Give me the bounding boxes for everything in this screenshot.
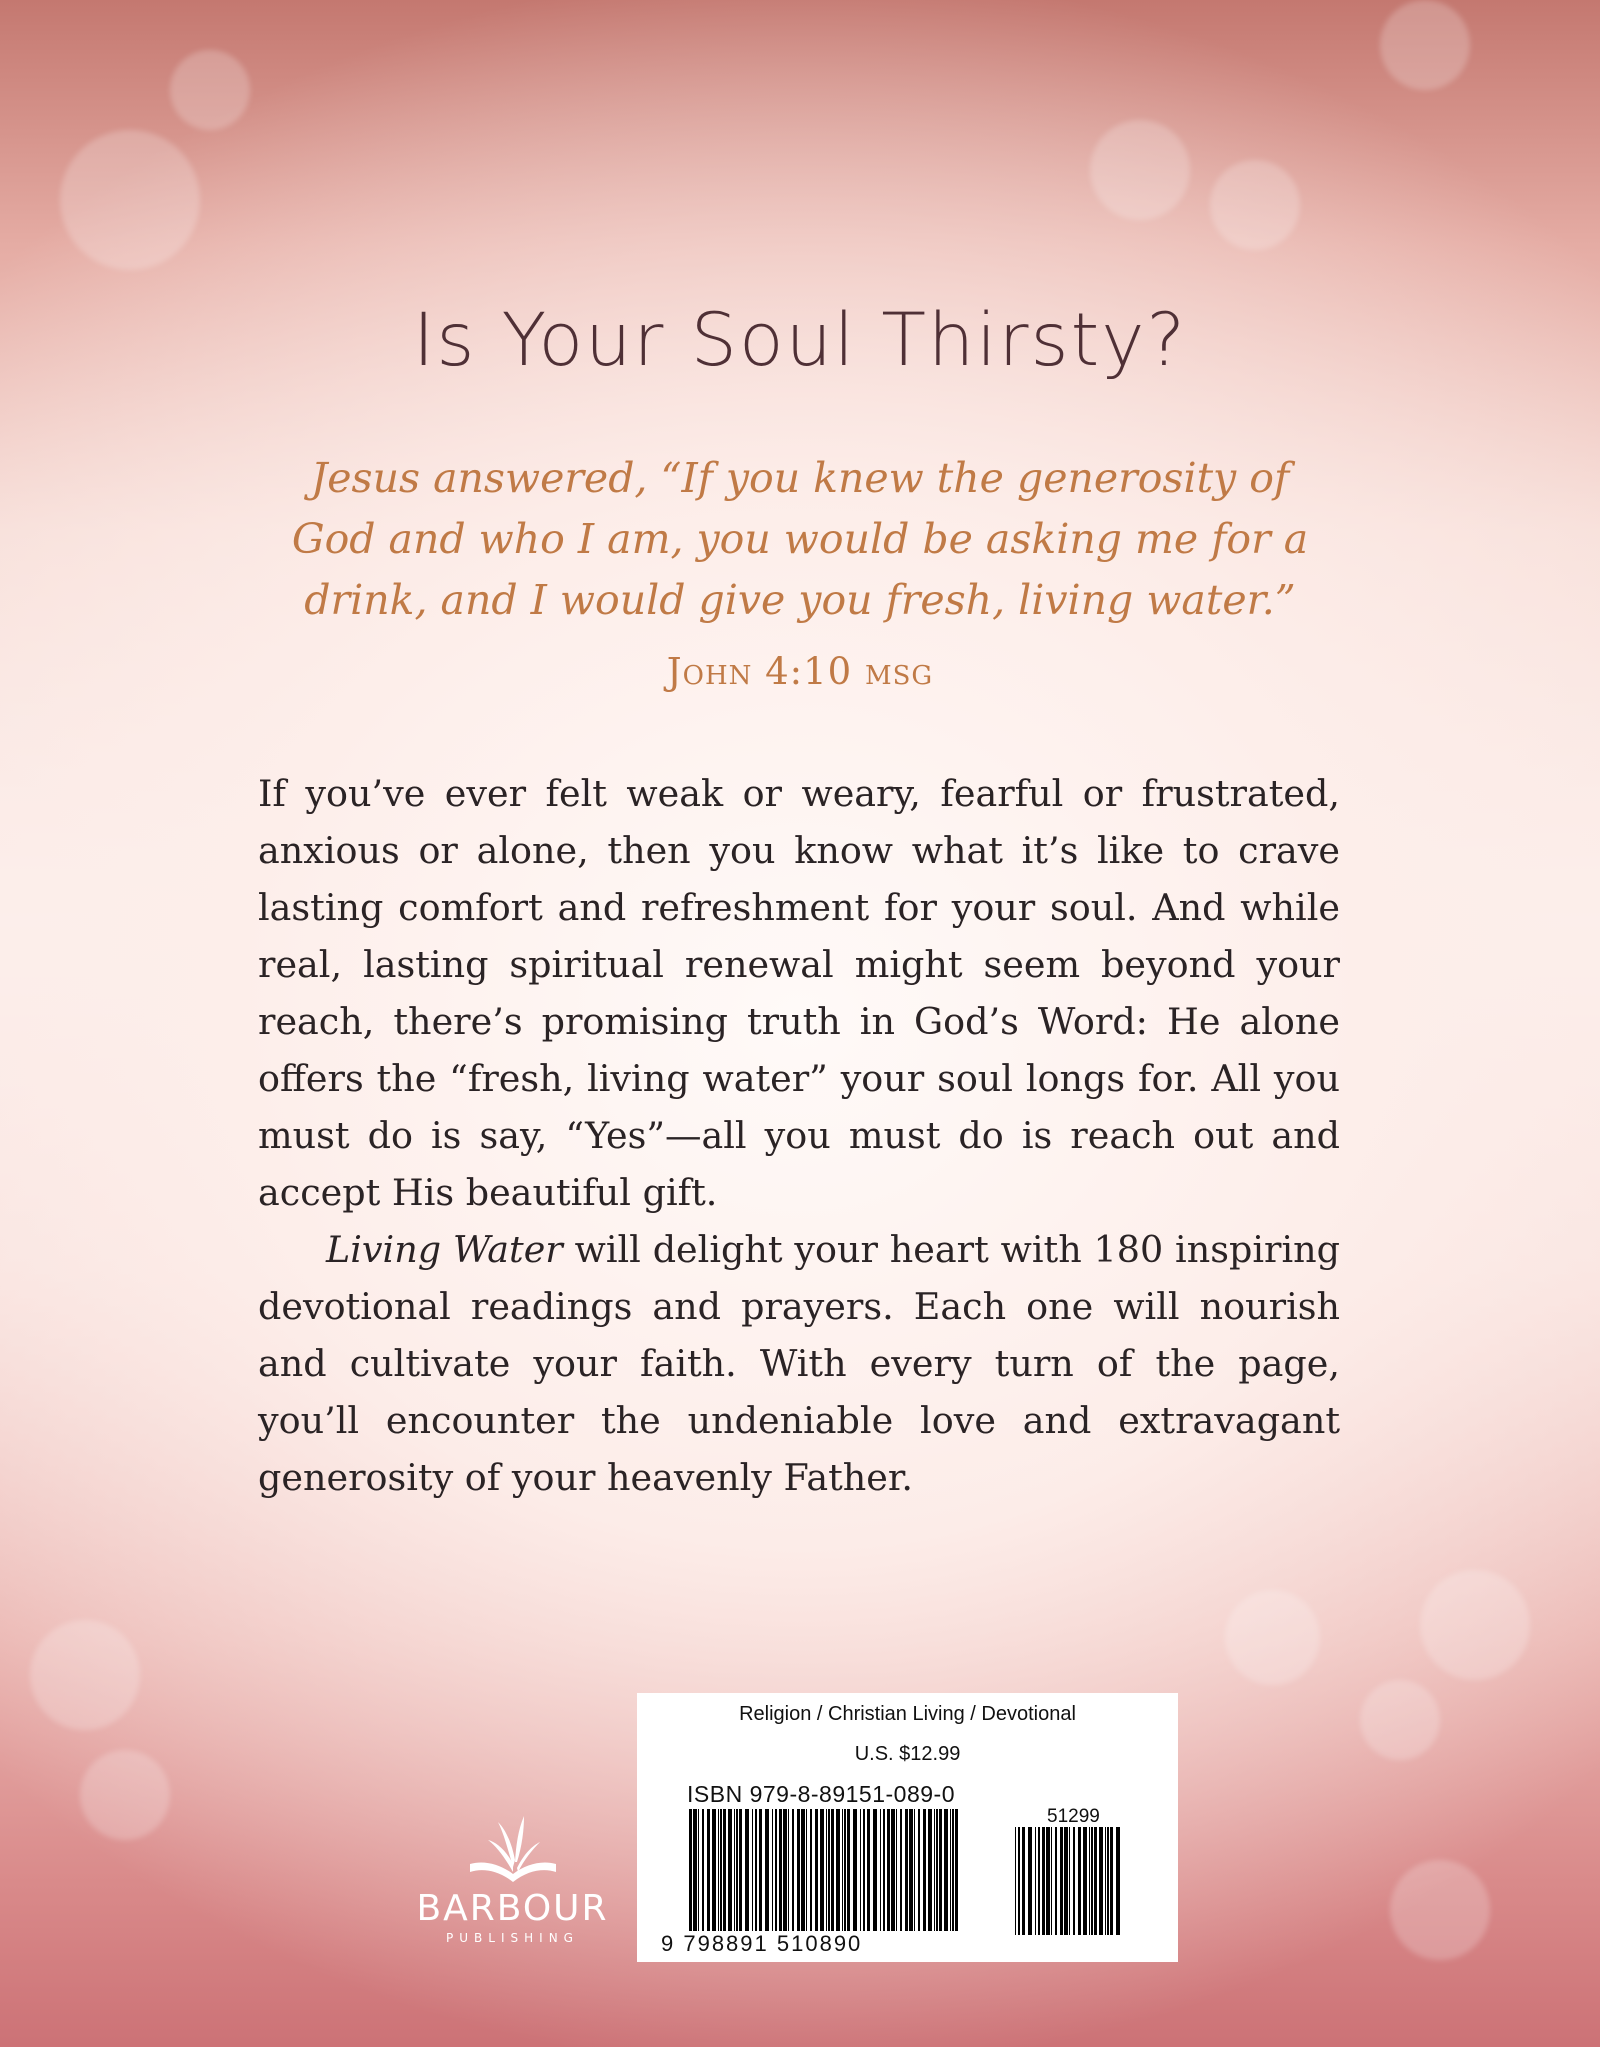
barcode-bar xyxy=(1046,1827,1050,1935)
barcode-bar xyxy=(1018,1827,1020,1935)
quote-line: drink, and I would give you fresh, living water.” xyxy=(304,576,1296,624)
barcode-bar xyxy=(806,1809,807,1931)
barcode-bar xyxy=(880,1809,881,1931)
bokeh-decoration xyxy=(1090,120,1190,220)
barcode-bar xyxy=(1089,1827,1090,1935)
scripture-quote xyxy=(260,448,1340,631)
barcode-bar xyxy=(1110,1827,1113,1935)
bokeh-decoration xyxy=(60,130,200,270)
barcode-bar xyxy=(783,1809,787,1931)
bokeh-decoration xyxy=(1420,1570,1530,1680)
barcode-bar xyxy=(772,1809,773,1931)
barcode-bar xyxy=(826,1809,827,1931)
barcode-bar xyxy=(936,1809,938,1931)
barcode-bar xyxy=(900,1809,902,1931)
barcode-bar xyxy=(734,1809,735,1931)
publisher-logo xyxy=(405,1812,620,1962)
barcode-bar xyxy=(909,1809,913,1931)
barcode-bar xyxy=(928,1809,932,1931)
barcode-bar xyxy=(1042,1827,1045,1935)
barcode-bar xyxy=(728,1809,732,1931)
barcode-bar xyxy=(810,1809,812,1931)
barcode-bar xyxy=(944,1809,948,1931)
barcode-bar xyxy=(1073,1827,1075,1935)
price-code-label: 51299 xyxy=(1047,1806,1100,1827)
quote-line: God and who I am, you would be asking me for a xyxy=(291,515,1309,563)
price-label: U.S. $12.99 xyxy=(854,1743,961,1765)
bokeh-decoration xyxy=(1380,0,1470,90)
barcode-bar xyxy=(883,1809,885,1931)
description-text: will delight your heart with 180 inspiring devotional readings and prayers. Each one will nourish and cultivate your faith. With every turn of the page, you’ll encounter the undeniable love and extravagant generosity of your heavenly Father. xyxy=(258,1228,1340,1499)
barcode-bar xyxy=(853,1809,857,1931)
description-paragraph xyxy=(258,1221,1340,1506)
bokeh-decoration xyxy=(1210,160,1300,250)
barcode-bar xyxy=(775,1809,777,1931)
barcode-bar xyxy=(1069,1827,1070,1935)
barcode-digits: 9 798891 510890 xyxy=(661,1931,863,1956)
barcode-bar xyxy=(736,1809,738,1931)
barcode-bar xyxy=(792,1809,794,1931)
barcode-bar xyxy=(752,1809,753,1931)
bokeh-decoration xyxy=(1360,1680,1440,1760)
bokeh-decoration xyxy=(30,1620,140,1730)
barcode-bar xyxy=(820,1809,824,1931)
barcode-bar xyxy=(1078,1827,1081,1935)
barcode-bar xyxy=(950,1809,951,1931)
barcode-bar xyxy=(720,1809,722,1931)
scripture-reference: John 4:10 msg xyxy=(666,650,934,693)
barcode-bar xyxy=(955,1809,958,1931)
publisher-name: BARBOUR xyxy=(416,1888,609,1929)
barcode-bar xyxy=(745,1809,749,1931)
bokeh-decoration xyxy=(1390,1860,1490,1960)
barcode-bar xyxy=(918,1809,920,1931)
barcode-bar xyxy=(801,1809,805,1931)
barcode-bar xyxy=(788,1809,789,1931)
barcode-bar xyxy=(693,1809,697,1931)
barcode-bar xyxy=(1083,1827,1087,1935)
barcode-bar xyxy=(718,1809,719,1931)
barcode-bar xyxy=(1022,1827,1025,1935)
book-description xyxy=(258,765,1340,1506)
barcode-bar xyxy=(1094,1827,1097,1935)
barcode-bar xyxy=(1064,1827,1068,1935)
barcode-bar xyxy=(723,1809,726,1931)
book-wings-logo-icon xyxy=(468,1812,558,1884)
barcode-bar xyxy=(860,1809,861,1931)
barcode-bar xyxy=(836,1809,840,1931)
barcode-bar xyxy=(831,1809,834,1931)
barcode-bar xyxy=(702,1809,704,1931)
barcode-bar xyxy=(939,1809,942,1931)
barcode-bar xyxy=(844,1809,846,1931)
barcode-bar xyxy=(847,1809,850,1931)
barcode-bar xyxy=(1105,1827,1106,1935)
barcode-bar xyxy=(887,1809,890,1931)
barcode-label xyxy=(637,1693,1178,1962)
barcode-bar xyxy=(914,1809,915,1931)
barcode-bar xyxy=(1038,1827,1040,1935)
barcode-bar xyxy=(689,1809,692,1931)
barcode-bar xyxy=(1107,1827,1109,1935)
barcode-bar xyxy=(1116,1827,1120,1935)
bokeh-decoration xyxy=(1225,1590,1320,1685)
barcode-bar xyxy=(712,1809,716,1931)
barcode-bar xyxy=(797,1809,800,1931)
barcode-bar xyxy=(779,1809,782,1931)
isbn-barcode xyxy=(689,1809,959,1931)
barcode-bar xyxy=(891,1809,895,1931)
description-paragraph: If you’ve ever felt weak or weary, fearful or frustrated, anxious or alone, then you know what it’s like to crave lasting comfort and refreshment for your soul. And while real, lasting spiritual renewal might seem beyond your reach, there’s promising truth in God’s Word: He alone offers the “fresh, living water” your soul longs for. All you must do is say, “Yes”—all you must do is reach out and accept His beautiful gift. xyxy=(258,772,1340,1214)
barcode-bar xyxy=(905,1809,908,1931)
barcode-bar xyxy=(923,1809,926,1931)
bokeh-decoration xyxy=(80,1750,170,1840)
barcode-bar xyxy=(863,1809,865,1931)
price-barcode xyxy=(1015,1827,1125,1935)
barcode-bar xyxy=(815,1809,818,1931)
barcode-bar xyxy=(765,1809,769,1931)
bokeh-decoration xyxy=(170,50,250,130)
barcode-bar xyxy=(1035,1827,1036,1935)
barcode-bar xyxy=(1060,1827,1063,1935)
barcode-bar xyxy=(1091,1827,1093,1935)
barcode-bar xyxy=(952,1809,954,1931)
barcode-bar xyxy=(1015,1827,1016,1935)
publisher-subtitle: PUBLISHING xyxy=(446,1931,579,1945)
barcode-bar xyxy=(739,1809,742,1931)
barcode-bar xyxy=(1028,1827,1032,1935)
barcode-bar xyxy=(867,1809,870,1931)
quote-line: Jesus answered, “If you knew the generosity of xyxy=(310,454,1290,502)
barcode-bar xyxy=(698,1809,699,1931)
barcode-bar xyxy=(707,1809,710,1931)
barcode-bar xyxy=(934,1809,935,1931)
barcode-bar xyxy=(1055,1827,1057,1935)
isbn-label: ISBN 979-8-89151-089-0 xyxy=(687,1781,955,1807)
page-title: Is Your Soul Thirsty? xyxy=(412,298,1188,383)
category-label: Religion / Christian Living / Devotional xyxy=(739,1703,1076,1725)
barcode-bar xyxy=(828,1809,830,1931)
book-title-italic: Living Water xyxy=(326,1228,563,1271)
barcode-bar xyxy=(759,1809,762,1931)
barcode-bar xyxy=(842,1809,843,1931)
barcode-bar xyxy=(873,1809,877,1931)
barcode-bar xyxy=(1099,1827,1103,1935)
barcode-bar xyxy=(896,1809,897,1931)
barcode-bar xyxy=(1051,1827,1052,1935)
barcode-bar xyxy=(755,1809,757,1931)
